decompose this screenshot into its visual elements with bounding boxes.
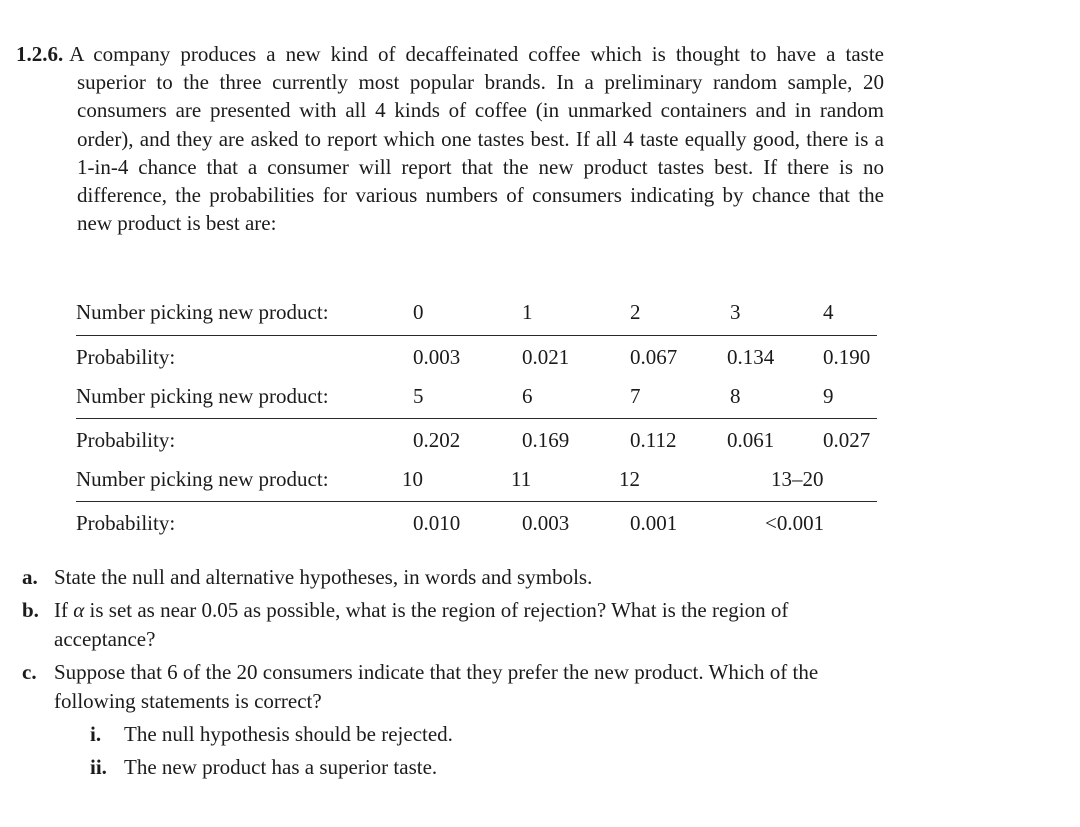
option-ii <box>54 753 882 782</box>
table-probability: 0.169 <box>522 428 570 452</box>
problem-paragraph <box>16 40 884 237</box>
table-number: 4 <box>823 300 834 324</box>
table-number: 5 <box>413 384 424 408</box>
alpha-symbol: α <box>73 598 85 622</box>
problem-number: 1.2.6. <box>16 42 64 66</box>
table-probability: 0.010 <box>413 511 461 535</box>
question-marker: b. <box>22 598 39 622</box>
question-text-pre: If <box>54 598 68 622</box>
option-text: The new product has a superior taste. <box>124 755 438 779</box>
table-probability: 0.021 <box>522 345 570 369</box>
table-probability: 0.190 <box>823 345 871 369</box>
option-marker: i. <box>90 722 102 746</box>
table-number: 1 <box>522 300 533 324</box>
table-number: 0 <box>413 300 424 324</box>
row-label-probability: Probability: <box>76 428 176 452</box>
table-probability: 0.067 <box>630 345 678 369</box>
question-marker: a. <box>22 565 38 589</box>
option-i <box>54 720 882 749</box>
table-number: 6 <box>522 384 533 408</box>
row-label-number: Number picking new product: <box>76 300 329 324</box>
table-probability: 0.001 <box>630 511 678 535</box>
table-probability: 0.061 <box>727 428 775 452</box>
question-text: Suppose that 6 of the 20 consumers indicate that they prefer the new product. Which of the following statements is correct? <box>54 660 819 713</box>
option-marker: ii. <box>90 755 107 779</box>
table-probability: 0.003 <box>522 511 570 535</box>
table-probability: 0.027 <box>823 428 871 452</box>
table-number: 3 <box>730 300 741 324</box>
question-c <box>22 658 882 782</box>
problem-statement <box>16 40 884 237</box>
row-label-probability: Probability: <box>76 345 176 369</box>
table-rule <box>76 501 877 502</box>
table-probability: 0.134 <box>727 345 775 369</box>
table-probability: 0.003 <box>413 345 461 369</box>
row-label-number: Number picking new product: <box>76 384 329 408</box>
table-number: 12 <box>619 467 640 491</box>
row-label-probability: Probability: <box>76 511 176 535</box>
table-probability: 0.202 <box>413 428 461 452</box>
table-rule <box>76 418 877 419</box>
table-number: 11 <box>511 467 532 491</box>
table-number: 9 <box>823 384 834 408</box>
option-text: The null hypothesis should be rejected. <box>124 722 453 746</box>
table-number: 7 <box>630 384 641 408</box>
table-number: 13–20 <box>771 467 824 491</box>
question-text: State the null and alternative hypotheses, in words and symbols. <box>54 565 593 589</box>
table-number: 8 <box>730 384 741 408</box>
question-marker: c. <box>22 660 37 684</box>
question-list <box>22 563 882 786</box>
row-label-number: Number picking new product: <box>76 467 329 491</box>
problem-text: A company produces a new kind of decaffeinated coffee which is thought to have a taste superior to the three currently most popular brands. In a preliminary random sample, 20 consumers are presented with all 4 kinds of coffee (in unmarked containers and in random order), and they are asked to report which one tastes best. If all 4 taste equally good, there is a 1-in-4 chance that a consumer will report that the new product tastes best. If there is no difference, the probabilities for various numbers of consumers indicating by chance that the new product is best are: <box>69 42 884 236</box>
table-rule <box>76 335 877 336</box>
table-probability: <0.001 <box>765 511 825 535</box>
question-b <box>22 596 882 654</box>
table-number: 10 <box>402 467 423 491</box>
table-number: 2 <box>630 300 641 324</box>
table-probability: 0.112 <box>630 428 677 452</box>
question-a <box>22 563 882 592</box>
question-text: is set as near 0.05 as possible, what is the region of rejection? What is the region of acceptance? <box>54 598 789 651</box>
